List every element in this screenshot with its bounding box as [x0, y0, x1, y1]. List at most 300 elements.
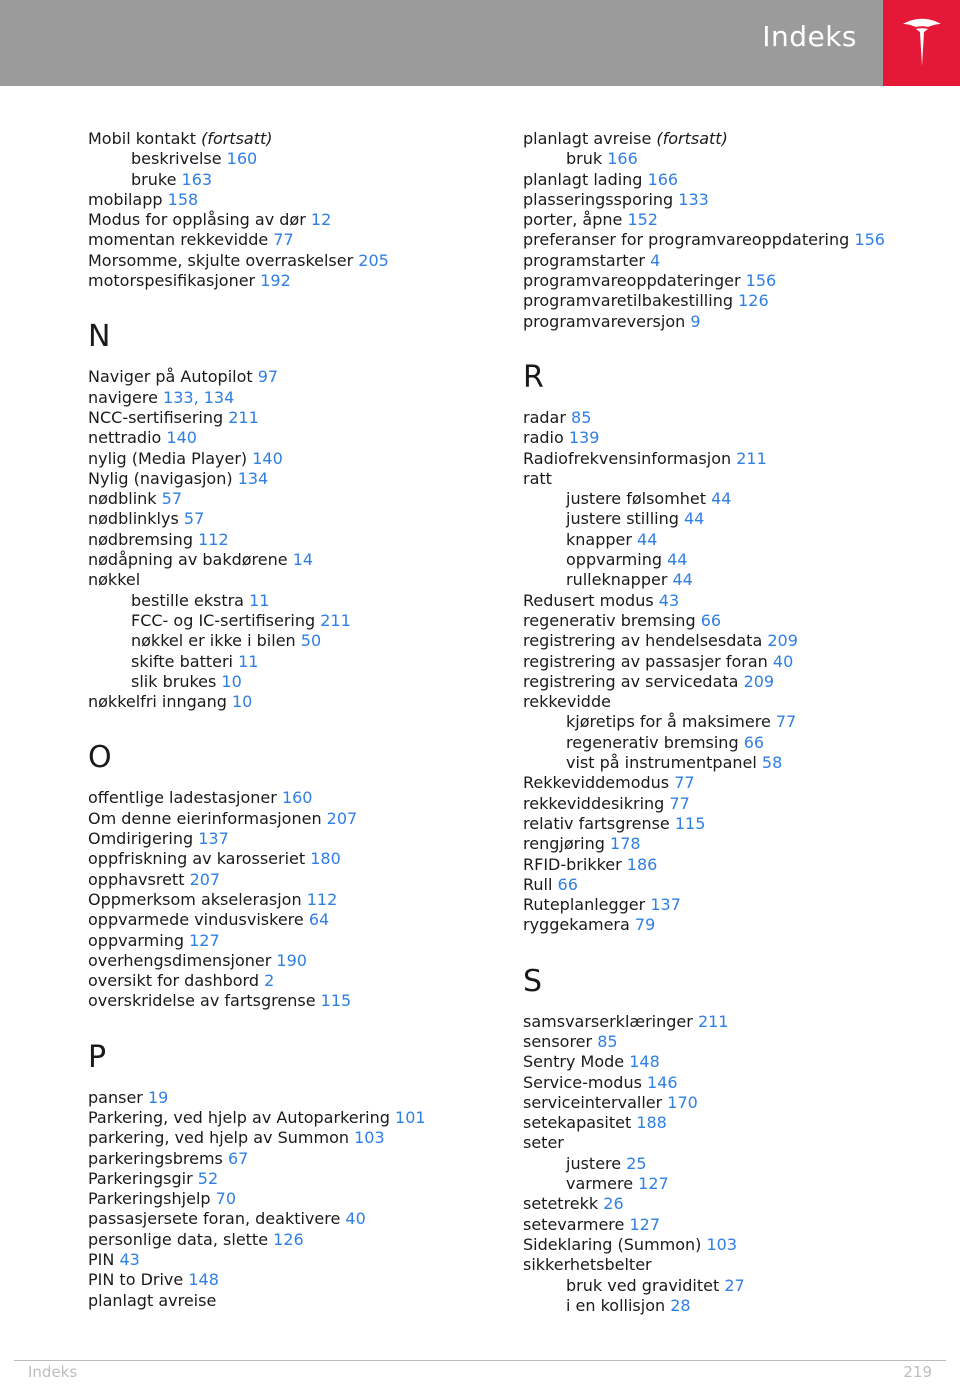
index-term: Service-modus [523, 1072, 642, 1092]
index-subentry [523, 733, 943, 753]
page-reference-link[interactable]: 11 [238, 651, 259, 671]
index-subentry [88, 149, 488, 169]
page-reference-link[interactable]: 126 [738, 291, 769, 311]
index-entry [88, 991, 488, 1011]
index-term: nødåpning av bakdørene [88, 550, 288, 570]
index-column-left [88, 129, 488, 1311]
index-term: planlagt lading [523, 169, 643, 189]
index-term: nødbremsing [88, 529, 193, 549]
index-entry [88, 1088, 488, 1108]
page-reference-link[interactable]: 127 [189, 930, 220, 950]
page-reference-link[interactable]: 148 [188, 1270, 219, 1290]
index-term: programstarter [523, 250, 645, 270]
index-term: PIN [88, 1250, 115, 1270]
index-term: rulleknapper [566, 570, 668, 590]
index-term: varmere [566, 1174, 634, 1194]
index-term: PIN to Drive [88, 1270, 184, 1290]
index-entry [523, 271, 943, 291]
page-reference-link[interactable]: 160 [281, 788, 313, 808]
index-entry [88, 870, 488, 890]
index-entry [523, 1012, 943, 1032]
index-term: oppvarmede vindusviskere [88, 910, 304, 930]
index-term: oppvarming [88, 930, 184, 950]
index-term: beskrivelse [131, 149, 222, 169]
index-subentry [88, 631, 488, 651]
index-entry [523, 408, 943, 428]
index-term: motorspesifikasjoner [88, 271, 256, 291]
continued-note: (fortsatt) [656, 129, 728, 148]
index-entry [523, 591, 943, 611]
index-term: panser [88, 1087, 143, 1107]
index-term: nøkkel [88, 570, 141, 590]
index-entry [523, 251, 943, 271]
page-reference-link[interactable]: 103 [354, 1128, 385, 1148]
index-subentry [88, 672, 488, 692]
page-reference-link[interactable]: 156 [745, 271, 777, 291]
index-term: bruke [131, 169, 177, 189]
index-term: regenerativ bremsing [566, 732, 739, 752]
index-term: kjøretips for å maksimere [566, 712, 771, 732]
index-term: Parkeringsgir [88, 1168, 193, 1188]
index-term: Ruteplanlegger [523, 895, 646, 915]
index-entry [88, 829, 488, 849]
index-term: Parkeringshjelp [88, 1189, 211, 1209]
index-entry [88, 1230, 488, 1250]
page-reference-link[interactable]: 44 [667, 550, 688, 570]
index-entry [88, 809, 488, 829]
index-term: nødblink [88, 489, 157, 509]
index-term: seter [523, 1133, 564, 1153]
page-reference-link[interactable]: 44 [672, 570, 693, 590]
page-reference-link[interactable]: 85 [571, 407, 592, 427]
index-term: sikkerhetsbelter [523, 1255, 652, 1275]
index-entry [88, 367, 488, 387]
index-term: FCC- og IC-sertifisering [131, 610, 316, 630]
page-reference-link[interactable]: 133 [678, 189, 709, 209]
index-subentry [523, 1154, 943, 1174]
index-entry [88, 428, 488, 448]
index-term: Nylig (navigasjon) [88, 468, 233, 488]
index-entry [88, 469, 488, 489]
index-term: Rekkeviddemodus [523, 773, 670, 793]
page-reference-link[interactable]: 115 [320, 991, 352, 1011]
index-entry [523, 291, 943, 311]
index-entry [88, 788, 488, 808]
index-entry [523, 814, 943, 834]
page-reference-link[interactable]: 66 [743, 732, 765, 752]
page-reference-link[interactable]: 140 [252, 448, 283, 468]
index-entry [523, 875, 943, 895]
index-term: Parkering, ved hjelp av Autoparkering [88, 1107, 390, 1127]
index-entry [523, 773, 943, 793]
index-term: registrering av hendelsesdata [523, 631, 763, 651]
index-section-letter: S [523, 963, 543, 999]
page-reference-link[interactable]: 192 [260, 271, 291, 291]
index-term: nøkkel er ikke i bilen [131, 631, 296, 651]
continued-note: (fortsatt) [201, 129, 273, 148]
page-reference-link[interactable]: 70 [215, 1189, 236, 1209]
index-term: Mobil kontakt [88, 129, 196, 148]
index-term: justere [566, 1153, 622, 1173]
page-reference-link[interactable]: 211 [228, 407, 259, 427]
index-entry [88, 1128, 488, 1148]
index-term: porter, åpne [523, 210, 623, 230]
page-reference-link[interactable]: 152 [627, 210, 658, 230]
index-term: passasjersete foran, deaktivere [88, 1209, 341, 1229]
page-reference-link[interactable]: 2 [264, 971, 275, 991]
index-term: preferanser for programvareoppdatering [523, 230, 850, 250]
index-term: Modus for opplåsing av dør [88, 210, 306, 230]
index-entry [523, 1032, 943, 1052]
index-entry [523, 312, 943, 332]
index-entry [523, 834, 943, 854]
index-entry [88, 550, 488, 570]
page-reference-link[interactable]: 66 [557, 874, 578, 894]
index-entry [523, 631, 943, 651]
page-reference-link[interactable]: 207 [189, 869, 221, 889]
page-reference-link[interactable]: 44 [711, 489, 732, 509]
index-term: rekkeviddesikring [523, 793, 665, 813]
index-term: offentlige ladestasjoner [88, 788, 277, 808]
index-entry [523, 692, 943, 712]
page-reference-link[interactable]: 211 [736, 448, 767, 468]
page-reference-link[interactable]: 139 [568, 428, 600, 448]
index-entry [88, 1250, 488, 1270]
page-reference-link[interactable]: 134 [237, 468, 269, 488]
index-entry [523, 652, 943, 672]
index-section-letter: N [88, 319, 111, 355]
index-entry [88, 951, 488, 971]
index-term: vist på instrumentpanel [566, 753, 757, 773]
index-entry [88, 388, 488, 408]
index-entry [88, 1108, 488, 1128]
index-entry [88, 129, 488, 149]
page-reference-link[interactable]: 166 [607, 149, 638, 169]
index-entry [523, 1093, 943, 1113]
page-reference-link[interactable]: 190 [276, 950, 307, 970]
page-reference-link[interactable]: 158 [167, 189, 199, 209]
page-reference-link[interactable]: 44 [637, 529, 658, 549]
index-term: programvaretilbakestilling [523, 291, 733, 311]
index-term: samsvarserklæringer [523, 1011, 693, 1031]
index-term: planlagt avreise [88, 1290, 217, 1310]
index-term: nylig (Media Player) [88, 448, 248, 468]
page-reference-link[interactable]: 10 [221, 671, 242, 691]
page-reference-link[interactable]: 26 [603, 1194, 624, 1214]
page-reference-link[interactable]: 14 [292, 550, 314, 570]
page-reference-link[interactable]: 77 [775, 712, 797, 732]
page-reference-link[interactable]: 25 [626, 1153, 647, 1173]
index-term: relativ fartsgrense [523, 813, 670, 833]
index-term: ryggekamera [523, 915, 630, 935]
page-reference-link[interactable]: 43 [119, 1250, 140, 1270]
index-entry [523, 1052, 943, 1072]
page-reference-link[interactable]: 40 [772, 651, 794, 671]
index-term: bestille ekstra [131, 590, 244, 610]
index-entry [523, 1215, 943, 1235]
index-subentry [523, 489, 943, 509]
index-term: bruk [566, 149, 603, 169]
index-subentry [523, 1296, 943, 1316]
page-reference-link[interactable]: 115 [674, 813, 706, 833]
index-term: rekkevidde [523, 692, 611, 712]
index-entry [523, 210, 943, 230]
index-entry [88, 190, 488, 210]
index-term: sensorer [523, 1031, 593, 1051]
index-entry [523, 1255, 943, 1275]
index-subentry [523, 1276, 943, 1296]
index-term: opphavsrett [88, 869, 185, 889]
footer-page-number: 219 [903, 1363, 932, 1381]
page-reference-link[interactable]: 10 [232, 692, 253, 712]
page-reference-link[interactable]: 77 [273, 230, 294, 250]
index-entry [88, 251, 488, 271]
page-reference-link[interactable]: 9 [690, 311, 701, 331]
index-term: navigere [88, 387, 158, 407]
index-term: momentan rekkevidde [88, 230, 269, 250]
page-reference-link[interactable]: 28 [670, 1295, 691, 1315]
index-term: setetrekk [523, 1194, 599, 1214]
index-term: justere følsomhet [566, 489, 707, 509]
index-subentry [523, 550, 943, 570]
page-reference-link[interactable]: 57 [183, 509, 205, 529]
footer-divider [14, 1360, 946, 1361]
page-reference-link[interactable]: 126 [273, 1229, 304, 1249]
page-reference-link[interactable]: 209 [743, 671, 775, 691]
index-entry [88, 449, 488, 469]
index-term: nettradio [88, 428, 162, 448]
index-term: nødblinklys [88, 509, 179, 529]
index-entry [523, 1235, 943, 1255]
index-term: Omdirigering [88, 829, 194, 849]
index-entry [523, 915, 943, 935]
index-entry [88, 230, 488, 250]
index-subentry [523, 712, 943, 732]
page-reference-link[interactable]: 211 [320, 610, 351, 630]
index-term: Radiofrekvensinformasjon [523, 448, 732, 468]
index-entry [523, 1133, 943, 1153]
page-reference-link[interactable]: 40 [345, 1209, 366, 1229]
page-reference-link[interactable]: 127 [629, 1214, 661, 1234]
page-reference-link[interactable]: 97 [257, 367, 279, 387]
index-subentry [523, 509, 943, 529]
page-reference-link[interactable]: 58 [761, 753, 783, 773]
index-term: nøkkelfri inngang [88, 692, 227, 712]
index-entry [523, 469, 943, 489]
index-entry [523, 794, 943, 814]
page-reference-link[interactable]: 211 [697, 1011, 729, 1031]
index-entry [523, 855, 943, 875]
index-term: Om denne eierinformasjonen [88, 808, 322, 828]
tesla-logo-icon [901, 16, 943, 68]
index-entry [88, 692, 488, 712]
index-entry [523, 170, 943, 190]
page-reference-link[interactable]: 146 [647, 1072, 678, 1092]
index-entry [523, 449, 943, 469]
index-entry [88, 1149, 488, 1169]
index-term: bruk ved graviditet [566, 1275, 720, 1295]
page-reference-link[interactable]: 103 [706, 1234, 738, 1254]
index-entry [88, 890, 488, 910]
index-subentry [88, 591, 488, 611]
index-entry [523, 190, 943, 210]
index-term: Rull [523, 874, 553, 894]
index-term: Sentry Mode [523, 1052, 625, 1072]
page-reference-link[interactable]: 140 [166, 428, 197, 448]
page-reference-link[interactable]: 163 [181, 169, 213, 189]
index-term: programvareversjon [523, 311, 686, 331]
index-entry [88, 408, 488, 428]
index-term: skifte batteri [131, 651, 233, 671]
page-reference-link[interactable]: 27 [724, 1275, 745, 1295]
page-reference-link[interactable]: 137 [198, 829, 229, 849]
page-title: Indeks [762, 20, 857, 53]
index-term: oppfriskning av karosseriet [88, 849, 306, 869]
page-reference-link[interactable]: 205 [358, 250, 389, 270]
index-entry [88, 509, 488, 529]
index-term: regenerativ bremsing [523, 610, 696, 630]
index-subentry [88, 652, 488, 672]
page-reference-link[interactable]: 160 [226, 149, 258, 169]
index-term: knapper [566, 529, 632, 549]
index-entry [88, 271, 488, 291]
index-entry [523, 129, 943, 149]
index-entry [523, 895, 943, 915]
page-reference-link[interactable]: 19 [147, 1087, 169, 1107]
page-reference-link[interactable]: 101 [395, 1107, 426, 1127]
index-term: registrering av servicedata [523, 671, 739, 691]
index-subentry [88, 611, 488, 631]
page-reference-link[interactable]: 186 [626, 854, 658, 874]
index-term: overhengsdimensjoner [88, 950, 272, 970]
page-reference-link[interactable]: 44 [683, 509, 705, 529]
index-term: parkeringsbrems [88, 1148, 223, 1168]
index-term: parkering, ved hjelp av Summon [88, 1128, 349, 1148]
index-term: NCC-sertifisering [88, 407, 224, 427]
index-entry [88, 971, 488, 991]
index-entry [523, 1113, 943, 1133]
index-term: Naviger på Autopilot [88, 367, 253, 387]
page-reference-link[interactable]: 57 [161, 489, 182, 509]
index-term: programvareoppdateringer [523, 271, 741, 291]
index-section-letter: P [88, 1039, 107, 1075]
page-reference-link[interactable]: 79 [634, 915, 656, 935]
page-reference-link[interactable]: 77 [674, 773, 695, 793]
index-entry [88, 530, 488, 550]
index-term: mobilapp [88, 189, 163, 209]
index-entry [88, 210, 488, 230]
index-term: serviceintervaller [523, 1092, 663, 1112]
index-entry [523, 1194, 943, 1214]
page-reference-link[interactable]: 50 [300, 631, 322, 651]
index-term: Sideklaring (Summon) [523, 1234, 702, 1254]
index-term: setekapasitet [523, 1113, 632, 1133]
page-reference-link[interactable]: 207 [326, 808, 358, 828]
index-term: Oppmerksom akselerasjon [88, 889, 302, 909]
index-term: registrering av passasjer foran [523, 651, 768, 671]
page-reference-link[interactable]: 178 [610, 834, 641, 854]
page-reference-link[interactable]: 52 [197, 1168, 219, 1188]
index-term: rengjøring [523, 834, 605, 854]
page-reference-link[interactable]: 77 [669, 793, 690, 813]
page-reference-link[interactable]: 12 [310, 210, 332, 230]
page-reference-link[interactable]: 112 [198, 529, 229, 549]
page-reference-link[interactable]: 43 [658, 590, 680, 610]
index-term: oversikt for dashbord [88, 971, 260, 991]
index-term: plasseringssporing [523, 189, 674, 209]
page-reference-link[interactable]: 67 [227, 1148, 249, 1168]
index-column-right [523, 129, 943, 1316]
index-entry [88, 1209, 488, 1229]
page-reference-link[interactable]: 11 [249, 590, 270, 610]
index-term: planlagt avreise [523, 129, 652, 148]
footer-section-label: Indeks [28, 1363, 78, 1381]
index-entry [88, 489, 488, 509]
index-entry [88, 1291, 488, 1311]
page-reference-link[interactable]: 166 [647, 169, 679, 189]
index-term: ratt [523, 468, 552, 488]
index-subentry [523, 530, 943, 550]
index-entry [523, 611, 943, 631]
index-entry [88, 1169, 488, 1189]
page-reference-link[interactable]: 156 [854, 230, 885, 250]
index-term: i en kollisjon [566, 1295, 666, 1315]
index-section-letter: R [523, 359, 544, 395]
index-entry [523, 230, 943, 250]
page-reference-link[interactable]: 127 [638, 1174, 669, 1194]
index-term: setevarmere [523, 1214, 625, 1234]
page-reference-link[interactable]: 66 [700, 610, 722, 630]
index-term: slik brukes [131, 671, 217, 691]
index-subentry [523, 753, 943, 773]
page-reference-link[interactable]: 148 [629, 1052, 660, 1072]
brand-logo-box [883, 0, 960, 86]
page-reference-link[interactable]: 209 [767, 631, 798, 651]
page-reference-link[interactable]: 170 [667, 1092, 698, 1112]
index-entry [523, 672, 943, 692]
index-subentry [523, 570, 943, 590]
index-term: radio [523, 428, 564, 448]
index-entry [523, 1073, 943, 1093]
index-term: Redusert modus [523, 590, 654, 610]
index-term: overskridelse av fartsgrense [88, 991, 316, 1011]
page-reference-link[interactable]: 85 [597, 1031, 618, 1051]
page-reference-link[interactable]: 64 [308, 910, 330, 930]
index-term: radar [523, 407, 566, 427]
page-reference-link[interactable]: 137 [650, 895, 681, 915]
index-subentry [523, 1174, 943, 1194]
page-reference-link[interactable]: 188 [636, 1113, 667, 1133]
index-subentry [523, 149, 943, 169]
index-term: personlige data, slette [88, 1229, 269, 1249]
index-subentry [88, 170, 488, 190]
index-entry [88, 570, 488, 590]
index-entry [88, 1189, 488, 1209]
page-header [0, 0, 960, 86]
index-term: Morsomme, skjulte overraskelser [88, 250, 354, 270]
page-reference-link[interactable]: 180 [310, 849, 341, 869]
page-reference-link[interactable]: 4 [650, 250, 661, 270]
index-term: justere stilling [566, 509, 679, 529]
index-entry [88, 849, 488, 869]
index-section-letter: O [88, 740, 112, 776]
page-reference-link[interactable]: 133, 134 [163, 387, 235, 407]
index-entry [523, 428, 943, 448]
index-term: oppvarming [566, 550, 662, 570]
page-reference-link[interactable]: 112 [306, 889, 338, 909]
index-entry [88, 910, 488, 930]
index-term: RFID-brikker [523, 854, 622, 874]
